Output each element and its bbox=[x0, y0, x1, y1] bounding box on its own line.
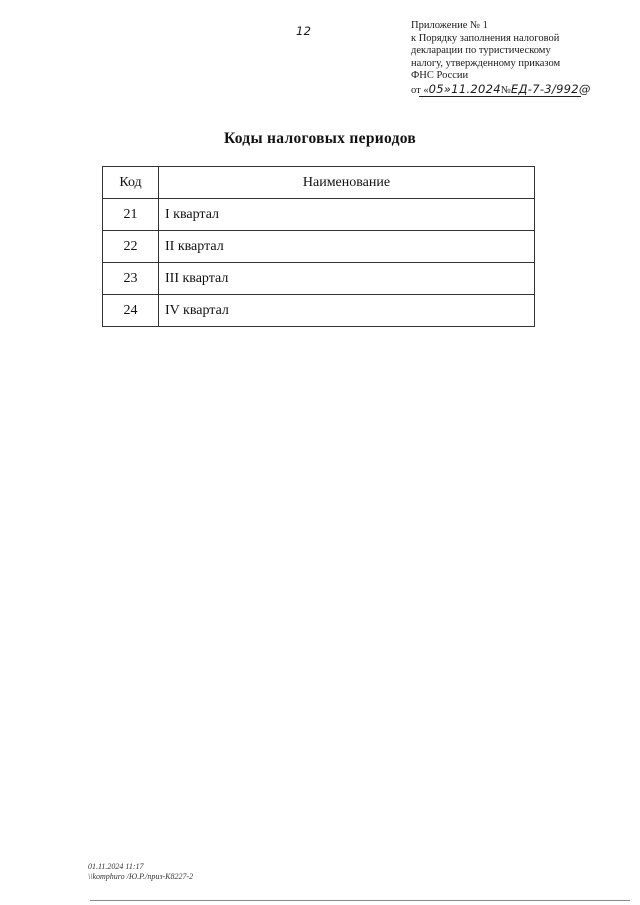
order-no-label: № bbox=[500, 84, 511, 96]
cell-name: I квартал bbox=[159, 199, 535, 231]
cell-code: 21 bbox=[103, 199, 159, 231]
header-code: Код bbox=[103, 167, 159, 199]
table-row bbox=[103, 263, 535, 295]
footer-stamp bbox=[88, 862, 193, 882]
cell-code: 24 bbox=[103, 295, 159, 327]
appendix-line: к Порядку заполнения налоговой bbox=[411, 32, 560, 44]
footer-timestamp: 01.11.2024 11:17 bbox=[88, 862, 144, 871]
order-prefix: от « bbox=[411, 84, 429, 96]
order-number: ЕД-7-3/992@ bbox=[510, 81, 591, 96]
appendix-line: налогу, утвержденному приказом bbox=[411, 57, 561, 69]
footer-path: \\komphuro /Ю.Р./приз-К8227-2 bbox=[88, 872, 194, 881]
cell-code: 23 bbox=[103, 263, 159, 295]
cell-name: IV квартал bbox=[159, 295, 535, 327]
table-header-row bbox=[103, 167, 535, 199]
cell-name: II квартал bbox=[159, 231, 535, 263]
page-number: 12 bbox=[296, 24, 312, 38]
document-title: Коды налоговых периодов bbox=[223, 130, 417, 147]
table-row bbox=[103, 295, 535, 327]
order-line bbox=[411, 83, 626, 98]
table-row bbox=[103, 231, 535, 263]
appendix-line: декларации по туристическому bbox=[411, 45, 551, 57]
bottom-divider bbox=[90, 900, 630, 901]
period-codes-table bbox=[102, 166, 535, 327]
cell-name: III квартал bbox=[159, 263, 535, 295]
order-underline bbox=[419, 96, 581, 97]
table-row bbox=[103, 199, 535, 231]
appendix-line: Приложение № 1 bbox=[411, 20, 488, 31]
header-name: Наименование bbox=[159, 167, 535, 199]
order-date: 05»11.2024 bbox=[428, 81, 501, 96]
appendix-block bbox=[411, 20, 626, 98]
appendix-line: ФНС России bbox=[411, 70, 469, 82]
cell-code: 22 bbox=[103, 231, 159, 263]
